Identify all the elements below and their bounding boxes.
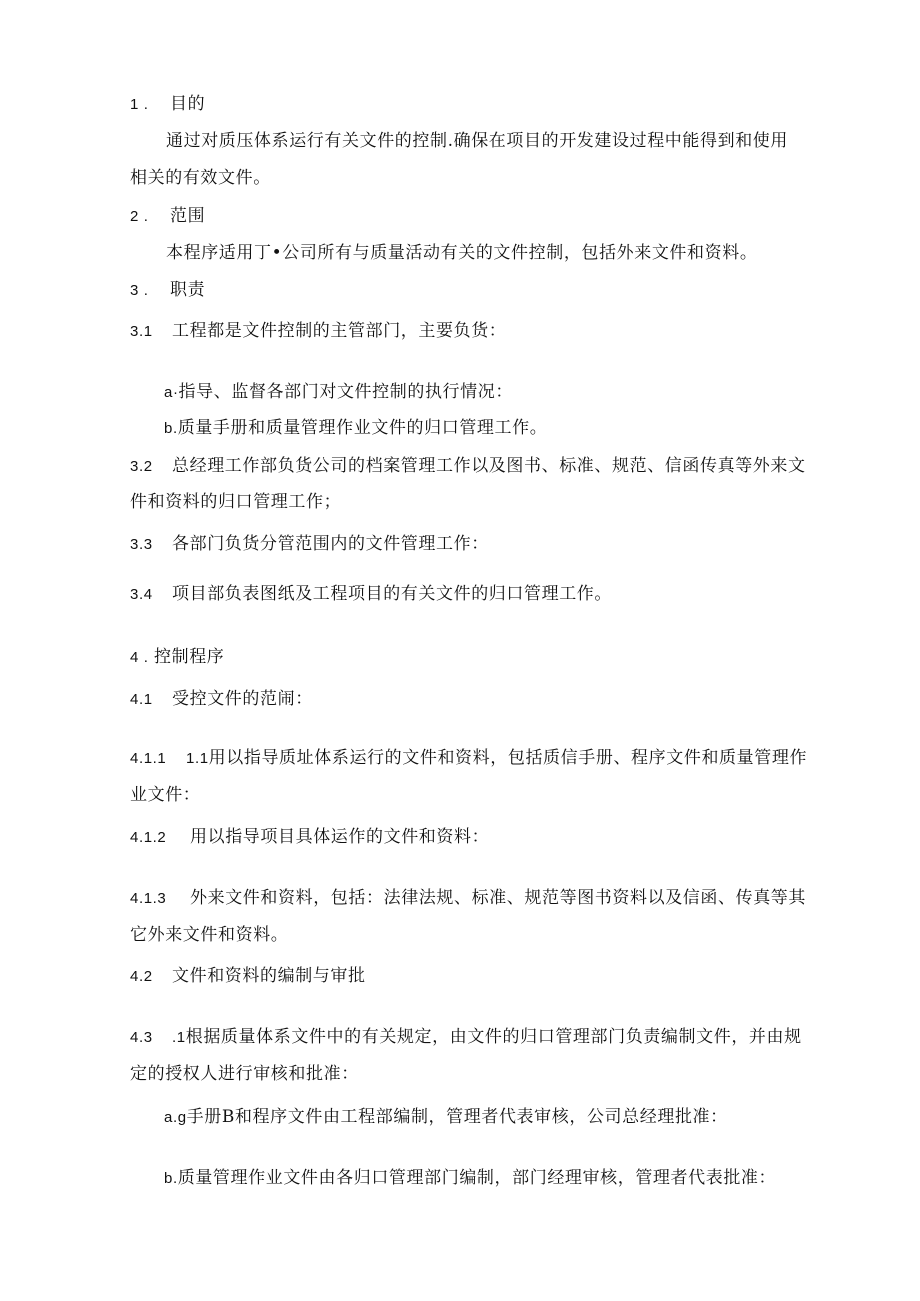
clause-3-3	[130, 532, 489, 557]
list-item-a	[164, 1105, 728, 1130]
clause-4-1	[130, 687, 313, 712]
section-number: 1 .	[130, 96, 149, 113]
section-title: 职责	[170, 280, 206, 300]
clause-number: 4.1.1	[130, 750, 167, 767]
clause-text: 受控文件的范闹：	[172, 689, 313, 709]
list-marker: b.	[164, 420, 178, 437]
list-marker: a.g	[164, 1109, 187, 1126]
clause-number: 3.3	[130, 536, 153, 553]
clause-text: 外来文件和资料，包括：法律法规、标准、规范等图书资料以及信函、传真等其	[190, 888, 806, 908]
list-marker: b.	[164, 1170, 178, 1187]
section-title: 目的	[170, 94, 206, 114]
list-text: 质量手册和质量管理作业文件的归口管理工作。	[177, 418, 548, 438]
section-2-heading	[130, 204, 205, 229]
section-title: 控制程序	[154, 647, 225, 667]
clause-number: 3.4	[130, 586, 153, 603]
section-number: 2 .	[130, 208, 149, 225]
clause-text: 各部门负货分管范围内的文件管理工作：	[172, 534, 489, 554]
clause-number: 3.1	[130, 323, 153, 340]
list-item-b	[164, 416, 547, 441]
clause-prefix: .1	[172, 1029, 186, 1046]
clause-4-1-1	[130, 746, 807, 771]
clause-text: 项目部负表图纸及工程项目的有关文件的归口管理工作。	[172, 584, 612, 604]
clause-text: 工程都是文件控制的主管部门，主要负货：	[172, 321, 507, 341]
clause-4-2	[130, 964, 366, 989]
clause-continuation: 件和资料的归口管理工作；	[130, 492, 342, 512]
clause-text: 文件和资料的编制与审批	[172, 966, 366, 986]
clause-text: 用以指导项目具体运作的文件和资料：	[190, 827, 490, 847]
section-number: 3 .	[130, 282, 149, 299]
clause-number: 4.1	[130, 691, 153, 708]
paragraph-line: 通过对质压体系运行有关文件的控制.确保在项目的开发建设过程中能得到和使用	[166, 131, 789, 151]
clause-4-1-2	[130, 825, 489, 850]
clause-text: 根据质量体系文件中的有关规定，由文件的归口管理部门负责编制文件，并由规	[185, 1027, 802, 1047]
clause-number: 4.3	[130, 1029, 153, 1046]
list-marker: a·	[164, 384, 179, 401]
section-title: 范围	[170, 206, 206, 226]
list-text: 手册B和程序文件由工程部编制，管理者代表审核，公司总经理批准：	[186, 1107, 728, 1127]
clause-continuation: 定的授权人进行审核和批准：	[130, 1064, 359, 1084]
section-3-heading	[130, 278, 205, 303]
clause-4-1-3	[130, 886, 806, 911]
clause-number: 4.1.2	[130, 829, 167, 846]
clause-3-4	[130, 582, 612, 607]
clause-3-1	[130, 319, 506, 344]
list-text: 指导、监督各部门对文件控制的执行情况：	[178, 382, 513, 402]
clause-text: 用以指导质址体系运行的文件和资料，包括质信手册、程序文件和质量管理作	[208, 748, 808, 768]
section-4-heading	[130, 645, 224, 670]
list-item-a	[164, 380, 513, 405]
clause-continuation: 业文件：	[130, 785, 201, 805]
list-item-b	[164, 1166, 776, 1191]
paragraph-line: 本程序适用丁•公司所有与质量活动有关的文件控制，包括外来文件和资料。	[166, 243, 758, 263]
clause-number: 4.2	[130, 968, 153, 985]
clause-text: 总经理工作部负货公司的档案管理工作以及图书、标准、规范、信函传真等外来文	[172, 456, 806, 476]
paragraph-line: 相关的有效文件。	[130, 168, 271, 188]
clause-prefix: 1.1	[186, 750, 209, 767]
clause-3-2	[130, 454, 806, 479]
clause-4-3	[130, 1025, 802, 1050]
clause-number: 3.2	[130, 458, 153, 475]
section-number: 4 .	[130, 649, 149, 666]
list-text: 质量管理作业文件由各归口管理部门编制，部门经理审核，管理者代表批准：	[177, 1168, 777, 1188]
section-1-heading	[130, 92, 205, 117]
clause-continuation: 它外来文件和资料。	[130, 925, 289, 945]
clause-number: 4.1.3	[130, 890, 167, 907]
